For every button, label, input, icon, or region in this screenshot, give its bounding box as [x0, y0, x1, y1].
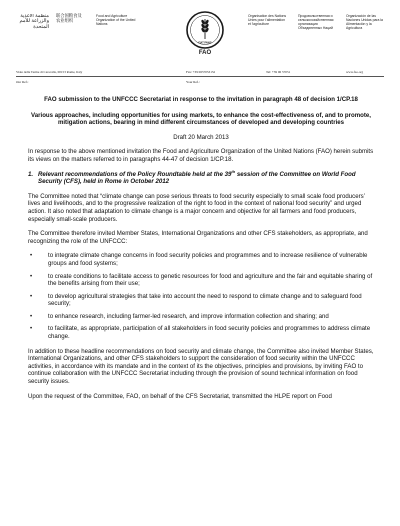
our-ref: Our Ref.:: [16, 80, 29, 84]
section-heading-superscript: th: [231, 168, 236, 174]
letterhead-english: Food and Agriculture Organization of the United Nations: [96, 14, 136, 27]
fao-logo: [184, 10, 226, 56]
letterhead-arabic: منظمة الأغذية والزراعة للأمم المتحدة: [19, 14, 49, 30]
list-item-text: to enhance research, including farmer-led research, and improve information collection and sharing; and: [48, 312, 329, 320]
bullet-icon: •: [30, 252, 33, 260]
document-body: [28, 96, 374, 407]
request-paragraph: Upon the request of the Committee, FAO, on behalf of the CFS Secretariat, transmitted the HLPE report on Food: [28, 392, 332, 400]
bullet-icon: •: [30, 272, 33, 280]
letterhead: [16, 10, 384, 56]
list-item: [28, 273, 374, 288]
document-title: FAO submission to the UNFCCC Secretariat in response to the invitation in paragraph 48 of decision 1/CP.18: [44, 96, 358, 103]
list-item: [28, 252, 374, 267]
list-item: [28, 313, 374, 321]
section-heading-text: [38, 168, 374, 186]
bullet-icon: •: [30, 325, 33, 333]
list-item-text: to develop agricultural strategies that take into account the need to respond to climate change and to safeguard food security;: [48, 292, 362, 308]
reference-line: [16, 80, 384, 85]
fao-logo-motto: FIAT PANIS: [198, 41, 212, 45]
website-link[interactable]: www.fao.org: [346, 70, 364, 74]
letterhead-chinese: 联合国粮食及农业组织: [56, 13, 82, 24]
list-item-text: to integrate climate change concerns in food security policies and programmes and to increase resilience of vulnerable groups and food systems;: [48, 252, 368, 267]
committee-noted-paragraph: The Committee noted that “climate change can pose serious threats to food security especially to small scale food producers’ lives and livelihoods, and to the progressive realization of the right to food in the context of national food security” and urged action. It also noted that adaptation to climate change is a major concern and objective for all farmers and food producers, especially small-scale producers.: [28, 192, 365, 223]
list-item: [28, 293, 374, 308]
document-date: Draft 20 March 2013: [173, 133, 229, 141]
letterhead-french: Organisation des Nations Unies pour l'alimentation et l'agriculture: [248, 14, 287, 27]
addition-paragraph: In addition to these headline recommendations on food security and climate change, the Committee also invited Member States, International Organizations, and other CFS stakeholders to support the consideration of food security within the UNFCCC activities, in accordance with its mandate and in the context of its the objectives, principles and provisions, by inviting FAO to continue collaboration with the UNFCCC Secretariat including through the provision of sound technical information on food security issues.: [28, 347, 374, 386]
bullet-icon: •: [30, 292, 33, 300]
address-text: Viale delle Terme di Caracalla, 00153 Rome, Italy: [16, 70, 83, 74]
intro-paragraph: In response to the above mentioned invitation the Food and Agriculture Organization of the United Nations (FAO) herein submits its views on the matters referred to in paragraphs 44-47 of decision 1/CP.18.: [28, 148, 374, 163]
recommendation-list: [28, 252, 374, 340]
section-number: 1.: [28, 170, 34, 178]
telephone-number: Tel: +39 06 57051: [266, 70, 291, 74]
list-item-text: to create conditions to facilitate access to genetic resources for food and agriculture and the fair and equitable sharing of the benefits arising from their use;: [48, 272, 373, 288]
fax-number: Fax: +39 0657053152: [186, 70, 216, 74]
list-item: [28, 325, 374, 340]
section-heading-part-1: Relevant recommendations of the Policy Roundtable held at the 39: [38, 170, 232, 178]
list-item-text: to facilitate, as appropriate, participation of all stakeholders in food security policies and programmes to address climate change.: [48, 325, 371, 341]
letterhead-russian: Продовольственная и сельскохозяйственная организация Объединенных Наций: [298, 14, 334, 31]
address-bar: [16, 70, 384, 77]
committee-invited-paragraph: The Committee therefore invited Member States, International Organizations and other CFS stakeholders, as appropriate, and recognizing the role of the UNFCCC:: [28, 230, 368, 245]
section-heading-part-2: session of the Committee on World Food Security (CFS), held in Rome in October 2012: [38, 170, 356, 186]
section-heading: [28, 168, 374, 186]
your-ref: Your Ref.:: [186, 80, 200, 84]
fao-logo-letters: FAO: [198, 50, 212, 56]
bullet-icon: •: [30, 312, 33, 320]
document-subtitle: Various approaches, including opportunities for using markets, to enhance the cost-effectiveness of, and to promote, mitigation actions, bearing in mind different circumstances of developed and developing countries: [31, 111, 371, 127]
letterhead-spanish: Organización de las Naciones Unidas para la Alimentación y la Agricultura: [346, 14, 383, 31]
